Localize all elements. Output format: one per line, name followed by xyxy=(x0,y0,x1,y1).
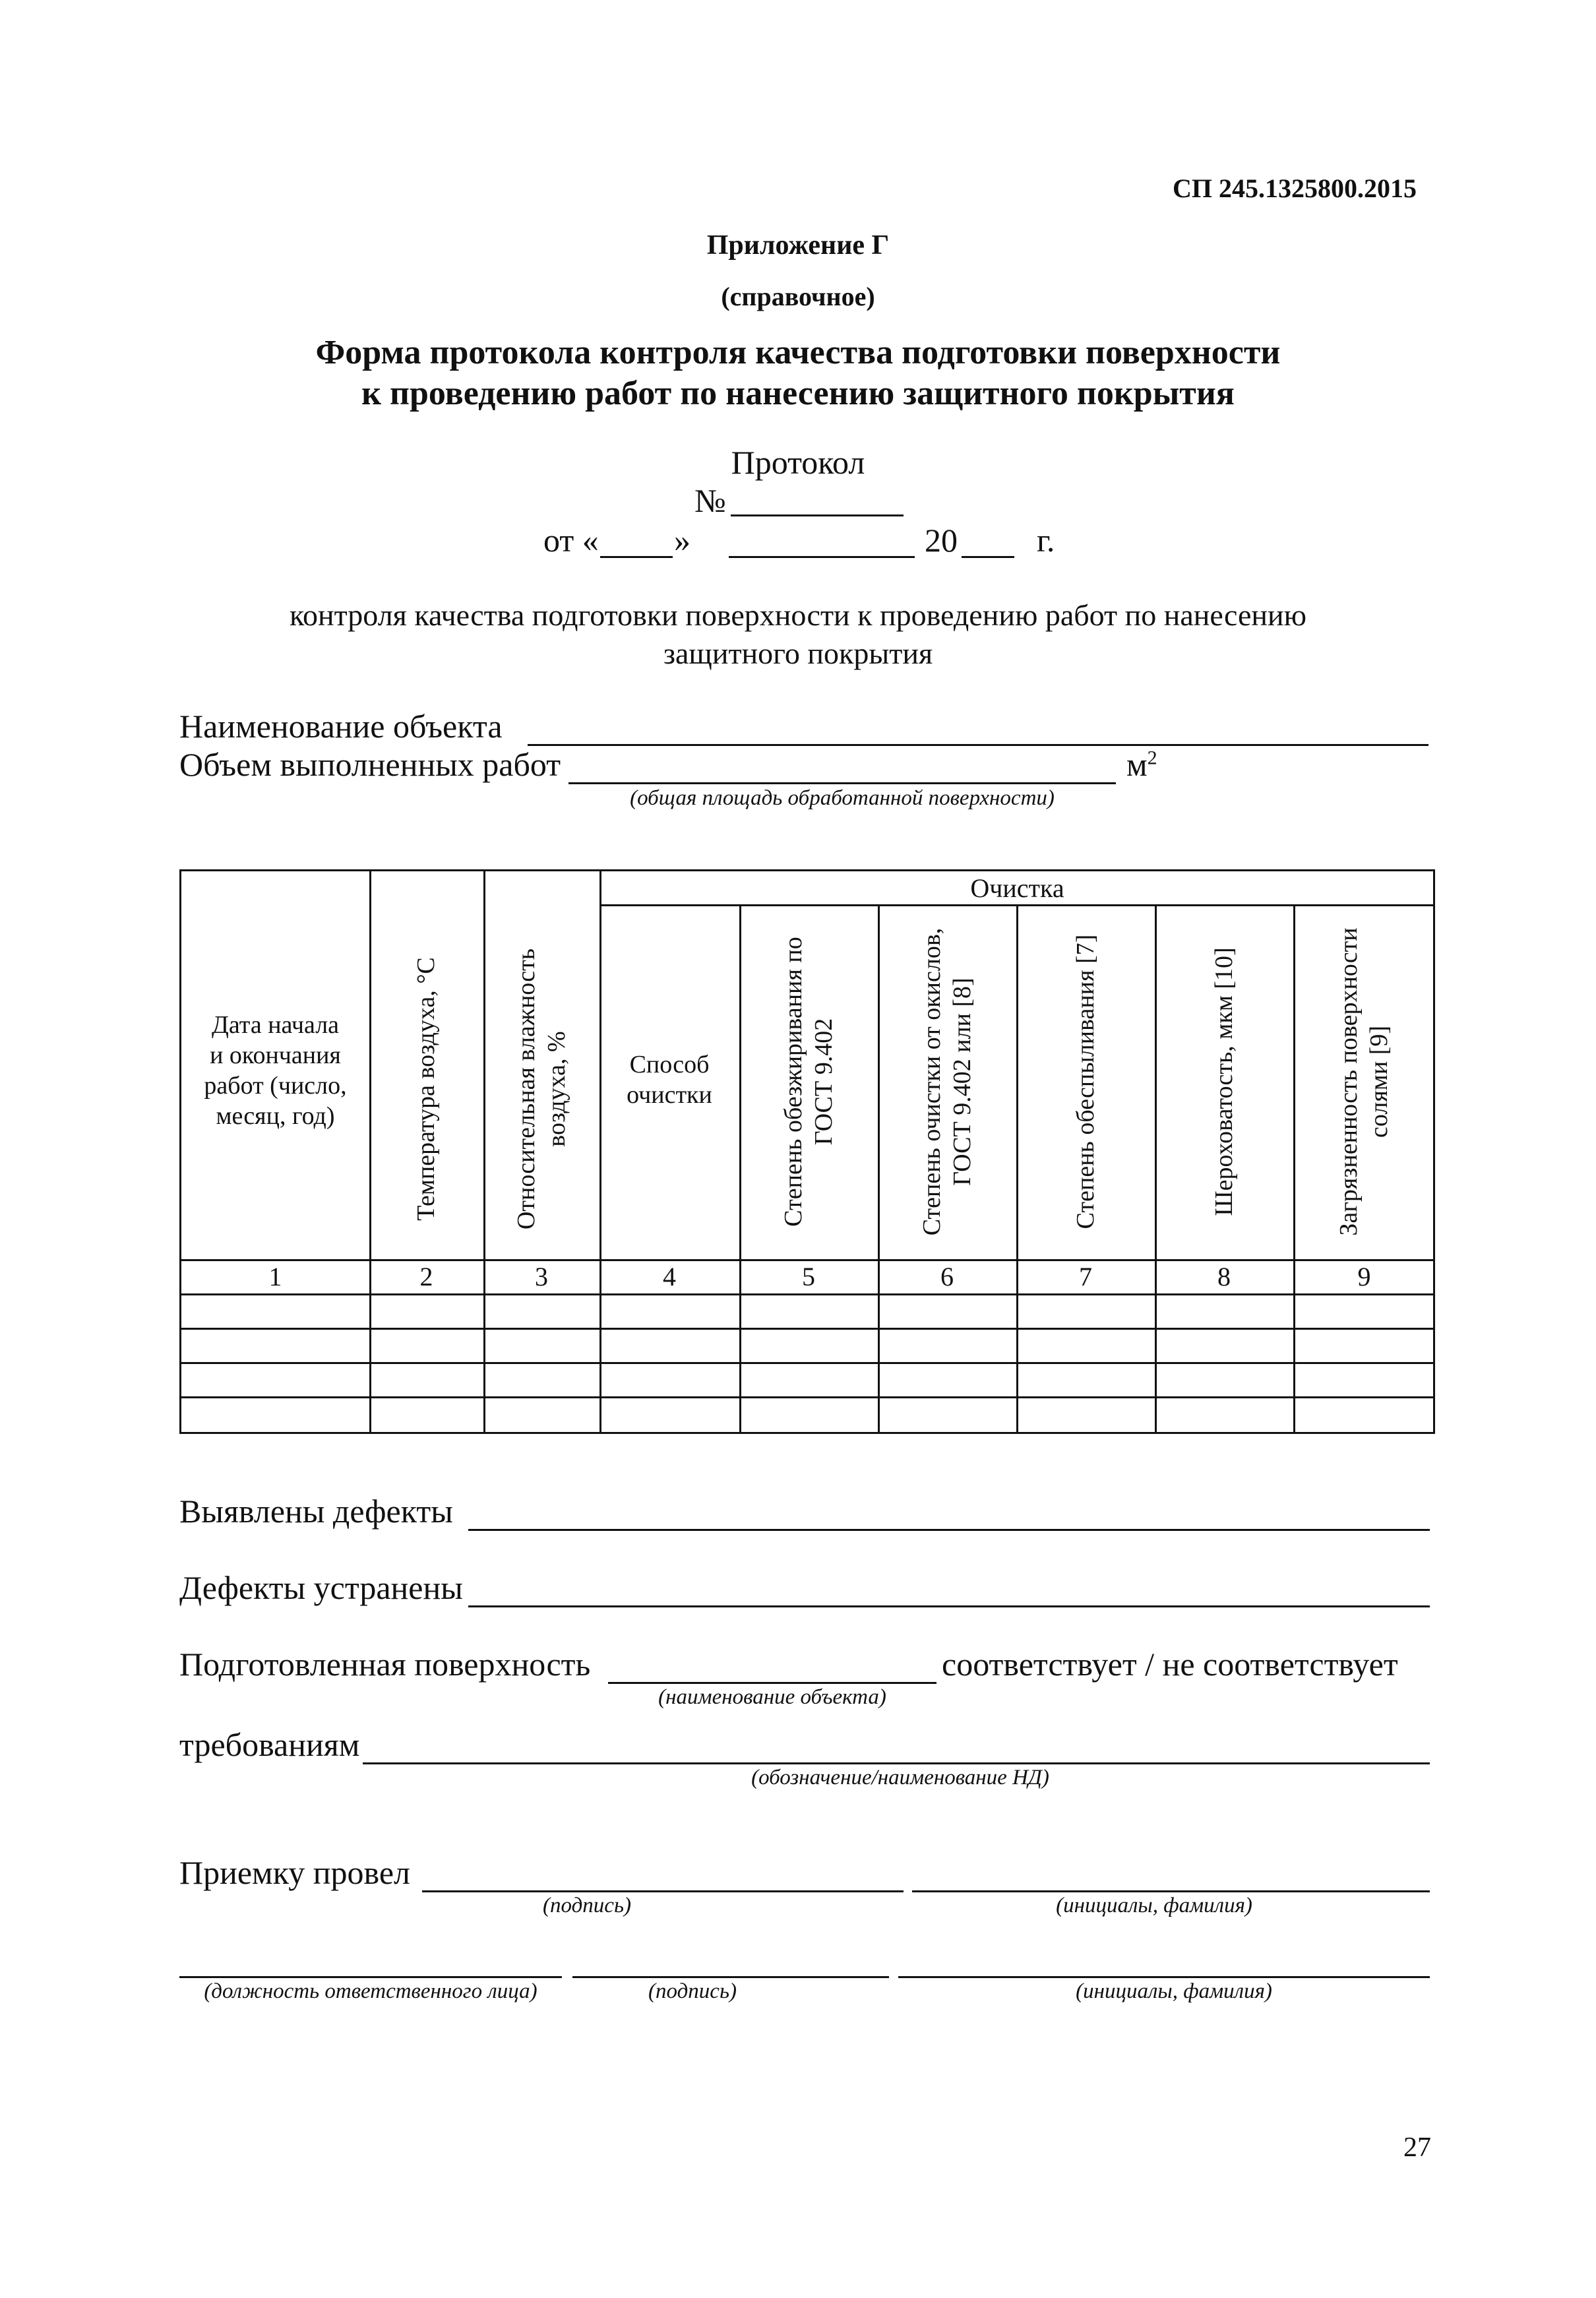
protocol-date-prefix: от « xyxy=(543,522,599,559)
col9-header: Загрязненность поверхности солями [9] xyxy=(1335,927,1393,1236)
table-row[interactable] xyxy=(181,1329,1435,1362)
prepared-surface-caption: (наименование объекта) xyxy=(658,1685,886,1709)
position-line[interactable] xyxy=(179,1976,562,1978)
col9-number: 9 xyxy=(1357,1262,1371,1291)
protocol-year-suffix: г. xyxy=(1037,522,1055,559)
accepted-signature-line[interactable] xyxy=(422,1890,904,1892)
appendix-title: Приложение Г xyxy=(706,230,890,261)
prepared-surface-line[interactable] xyxy=(608,1682,936,1684)
defects-fixed-line[interactable] xyxy=(468,1605,1430,1607)
defects-found-label: Выявлены дефекты xyxy=(179,1493,453,1530)
appendix-type: (справочное) xyxy=(721,282,875,311)
protocol-number-label: № xyxy=(694,482,726,519)
table-row[interactable] xyxy=(181,1295,1435,1328)
table-row[interactable] xyxy=(181,1398,1435,1432)
col8-header: Шероховатость, мкм [10] xyxy=(1210,947,1238,1216)
col1-header: Дата начала и окончания работ (число, месяц, год) xyxy=(204,1011,347,1130)
requirements-caption: (обозначение/наименование НД) xyxy=(751,1766,1049,1789)
protocol-word: Протокол xyxy=(731,444,865,481)
accepted-signature-caption: (подпись) xyxy=(543,1894,631,1917)
table-group-header-cleaning: Очистка xyxy=(970,873,1064,903)
protocol-year-prefix: 20 xyxy=(925,522,958,559)
col4-header: Способ очистки xyxy=(627,1051,712,1109)
compliance-text: соответствует / не соответствует xyxy=(942,1646,1398,1683)
protocol-date-mid: » xyxy=(674,522,691,559)
object-name-line[interactable] xyxy=(528,744,1428,746)
col2-number: 2 xyxy=(419,1262,433,1291)
protocol-day-line[interactable] xyxy=(600,556,673,558)
col6-header: Степень очистки от окислов, ГОСТ 9.402 или [8] xyxy=(918,927,976,1236)
col2-header: Температура воздуха, °С xyxy=(412,957,440,1221)
col5-number: 5 xyxy=(802,1262,815,1291)
form-title-line2: к проведению работ по нанесению защитного покрытия xyxy=(361,375,1235,412)
protocol-subject-line2: защитного покрытия xyxy=(663,637,933,670)
col7-number: 7 xyxy=(1079,1262,1092,1291)
work-volume-caption: (общая площадь обработанной поверхности) xyxy=(630,786,1055,810)
position-initials-caption: (инициалы, фамилия) xyxy=(1076,1979,1272,2003)
table-row[interactable] xyxy=(181,1363,1435,1396)
requirements-line[interactable] xyxy=(363,1762,1430,1764)
defects-fixed-label: Дефекты устранены xyxy=(179,1569,463,1606)
protocol-month-line[interactable] xyxy=(729,556,915,558)
accepted-initials-line[interactable] xyxy=(912,1890,1430,1892)
position-initials-line[interactable] xyxy=(898,1976,1430,1978)
col7-header: Степень обеспыливания [7] xyxy=(1072,934,1099,1229)
position-caption: (должность ответственного лица) xyxy=(204,1979,537,2003)
col4-number: 4 xyxy=(663,1262,676,1291)
page-number: 27 xyxy=(1403,2132,1431,2163)
col6-number: 6 xyxy=(940,1262,954,1291)
position-signature-line[interactable] xyxy=(572,1976,889,1978)
work-volume-label: Объем выполненных работ xyxy=(179,746,561,783)
work-volume-unit: $м^2$ xyxy=(1126,746,1157,783)
position-signature-caption: (подпись) xyxy=(648,1979,737,2003)
protocol-table xyxy=(179,869,1435,1434)
prepared-surface-label: Подготовленная поверхность xyxy=(179,1646,591,1683)
col3-number: 3 xyxy=(535,1262,548,1291)
protocol-year-line[interactable] xyxy=(962,556,1014,558)
col3-header: Относительная влажность воздуха, % xyxy=(512,948,570,1230)
accepted-initials-caption: (инициалы, фамилия) xyxy=(1056,1894,1252,1917)
defects-found-line[interactable] xyxy=(468,1529,1430,1531)
protocol-subject-line1: контроля качества подготовки поверхности к проведению работ по нанесению xyxy=(290,598,1306,632)
col8-number: 8 xyxy=(1217,1262,1231,1291)
requirements-label: требованиям xyxy=(179,1726,360,1763)
form-title-line1: Форма протокола контроля качества подготовки поверхности xyxy=(315,334,1281,371)
work-volume-line[interactable] xyxy=(568,782,1116,784)
accepted-by-label: Приемку провел xyxy=(179,1854,410,1891)
col5-header: Степень обезжиривания по ГОСТ 9.402 xyxy=(780,937,838,1227)
object-name-label: Наименование объекта xyxy=(179,708,503,745)
protocol-number-line[interactable] xyxy=(731,514,904,516)
col1-number: 1 xyxy=(268,1262,282,1291)
document-code: СП 245.1325800.2015 xyxy=(1173,173,1417,203)
